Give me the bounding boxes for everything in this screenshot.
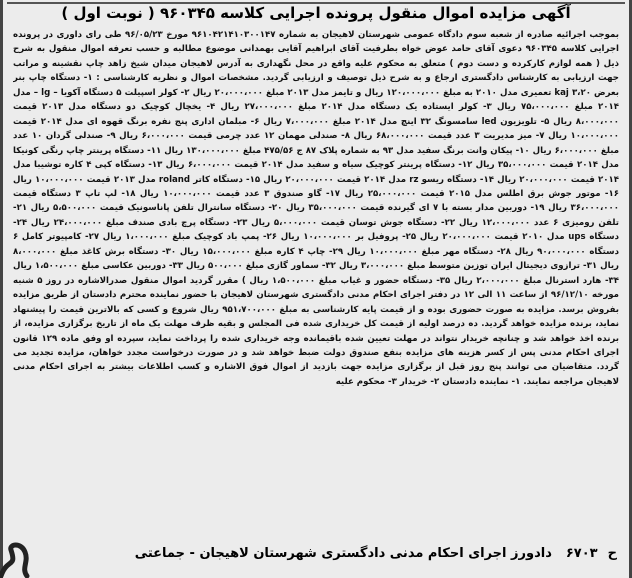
notice-title: آگهی مزایده اموال منقول پرونده اجرایی کلاسه ۹۶۰۳۴۵ ( نوبت اول ) (61, 4, 571, 22)
footer-office: دادورز اجرای احکام مدنی دادگستری شهرستان لاهیجان - جماعتی (134, 546, 552, 561)
footer-mark: ح (607, 546, 617, 561)
notice-body: بموجب اجرائیه صادره از شعبه سوم دادگاه عمومی شهرستان لاهیجان به شماره ۹۶۱۰۴۲۱۴۱۰۳۰۰۱۴۷ مورخ ۹۶/۰۵/۲۳ طی رای داوری در پرونده اجرایی کلاسه ۹۶۰۳۴۵ دعوی آقای حامد عوض خواه بطرفیت آقای ابراهیم آقایی بهمدانی موضوع مطالبه و حسب تعرفه اموال منقول به شرح ذیل ( همه لوازم کارکرده و دست دوم ) متعلق به محکوم علیه واقع در محل نگهداری به آدرس لاهیجان میدان شیخ زاهد چاپ نقشینه و مراتب جهت ارزیابی به کارشناس دادگستری ارجاع و به شرح ذیل توصیف و ارزیابی گردید. مشخصات اموال و نظریه کارشناسی : ۱- دستگاه چاپ بنر بعرض ۳،۲۰ kaj تعمیری مدل ۲۰۱۰ به مبلغ ۱۲۰،۰۰۰،۰۰۰ ریال و تایمز مدل ۲۰۱۳ مبلغ ۲۰،۰۰۰،۰۰۰ ریال ۲- کولر اسپیلت ۵ دستگاه آکویا – lg – مدل ۲۰۱۴ مبلغ ۷۵،۰۰۰،۰۰۰ ریال ۳- کولر ایستاده یک دستگاه مدل ۲۰۱۴ مبلغ ۲۷،۰۰۰،۰۰۰ ریال ۴- یخچال کوچیک دو دستگاه مدل ۲۰۱۳ قیمت ۸،۰۰۰،۰۰۰ ریال ۵- تلویزیون led سامسونگ ۳۲ اینچ مدل ۲۰۱۴ مبلغ ۷،۰۰۰،۰۰۰ ریال ۶- مبلمان اداری پنج نفره برنگ قهوه ای مدل ۲۰۱۴ قیمت ۱۰،۰۰۰،۰۰۰ ریال ۷- میز مدیریت ۳ عدد قیمت ۶۸،۰۰۰،۰۰۰ ریال ۸- صندلی مهمان ۱۲ عدد چرمی قیمت ۶،۰۰۰،۰۰۰ ریال ۹- صندلی گردان ۱۰ عدد مبلغ ۶،۰۰۰،۰۰۰ ریال ۱۰- پیکان وانت برنگ سفید مدل ۹۳ به شماره پلاک ۸۷ ج ۴۷۵/۵۶ مبلغ ۱۳۰،۰۰۰،۰۰۰ ریال ۱۱- دستگاه پرینتر چاپ رنگی کونیکا مدل ۲۰۱۴ قیمت ۳۵،۰۰۰،۰۰۰ ریال ۱۲- دستگاه پرینتر کوچیک سیاه و سفید مدل ۲۰۱۴ قیمت ۶،۰۰۰،۰۰۰ ریال ۱۳- دستگاه کپی ۴ کاره توشیبا مدل ۲۰۱۴ قیمت ۲۰،۰۰۰،۰۰۰ ریال ۱۴- دستگاه ریسو rz مدل ۲۰۱۴ قیمت ۲۰،۰۰۰،۰۰۰ ریال ۱۵- دستگاه کاتر roland مدل ۲۰۱۳ قیمت ۱۰،۰۰۰،۰۰۰ ریال ۱۶- موتور جوش برق اطلس مدل ۲۰۱۵ قیمت ۲۵،۰۰۰،۰۰۰ ریال ۱۷- گاو صندوق ۳ عدد قیمت ۱۰،۰۰۰،۰۰۰ ریال ۱۸- لپ تاپ ۳ دستگاه قیمت ۳۶،۰۰۰،۰۰۰ ریال ۱۹- دوربین مدار بسته با ۷ ای گیرنده قیمت ۳۵،۰۰۰،۰۰۰ ریال ۲۰- دستگاه سانترال تلفن پاناسونیک قیمت ۵،۵۰۰،۰۰۰ ریال ۲۱- تلفن رومیزی ۶ عدد ۱۲،۰۰۰،۰۰۰ ریال ۲۲- دستگاه جوش توسان قیمت ۵،۰۰۰،۰۰۰ ریال ۲۳- دستگاه پرچ بادی صندف مبلغ ۲۴،۰۰۰،۰۰۰ ریال ۲۴- دستگاه ups مدل ۲۰۱۰ قیمت ۲۰،۰۰۰،۰۰۰ ریال ۲۵- پروفیل بر ۱۰،۰۰۰،۰۰۰ ریال ۲۶- پمپ باد کوچیک مبلغ ۱،۰۰۰،۰۰۰ ریال ۲۷- کامپیوتر کامل ۶ دستگاه ۹۰،۰۰۰،۰۰۰ ریال ۲۸- دستگاه مهر مبلغ ۱۰،۰۰۰،۰۰۰ ریال ۲۹- چاپ ۴ کاره مبلغ ۱۵،۰۰۰،۰۰۰ ریال ۳۰- دستگاه برش کاغذ مبلغ ۸،۰۰۰،۰۰۰ ریال ۳۱- ترازوی دیجیتال ایران توزین متوسط مبلغ ۳،۰۰۰،۰۰۰ ریال ۳۲- سماور گازی مبلغ ۵۰۰،۰۰۰ ریال ۳۳- دوربین عکاسی مبلغ ۱،۵۰۰،۰۰۰ ریال ۳۴- هارد استرنال مبلغ ۲،۰۰۰،۰۰۰ ریال ۳۵- دستگاه حضور و غیاب مبلغ ۱،۵۰۰،۰۰۰ ریال ) مقرر گردید اموال منقول صدرالاشاره در روز ۵ شنبه مورخه ۹۶/۱۲/۱۰ از ساعت ۱۱ الی ۱۲ در دفتر اجرای احکام مدنی دادگستری شهرستان لاهیجان با حضور نماینده محترم دادستان از طریق مزایده بفروش برسد. مزایده به صورت حضوری بوده و از قیمت پایه کارشناسی به مبلغ ۹۵۱،۷۰۰،۰۰۰ ریال شروع و کسی که بالاترین قیمت را پیشنهاد نماید، برنده مزایده خواهد گردید. ده درصد اولیه از قیمت کل خریداری شده فی المجلس و بقیه ظرف مهلت یک ماه از تاریخ برگزاری مزایده، از برنده اخذ خواهد شد و چنانچه خریدار نتواند در مهلت تعیین شده باقیمانده وجه خریداری شده را پرداخت نماید، سپرده او وفق ماده ۱۲۹ قانون اجرای احکام مدنی پس از کسر هزینه های مزایده بنفع صندوق دولت ضبط خواهد شد و در صورت درخواست مجدد خواهان، مزایده تجدید می گردد. متقاضیان می توانند پنج روز قبل از برگزاری مزایده جهت بازدید از اموال فوق الاشاره و کسب اطلاعات بیشتر به اجرای احکام مدنی لاهیجان مراجعه نمایند. ۱- نماینده دادستان ۲- خریدار ۳- محکوم علیه (13, 30, 619, 387)
notice-footer (33, 546, 617, 568)
stamp-corner-icon (0, 538, 33, 578)
footer-code: ۶۷۰۳ (565, 546, 598, 561)
